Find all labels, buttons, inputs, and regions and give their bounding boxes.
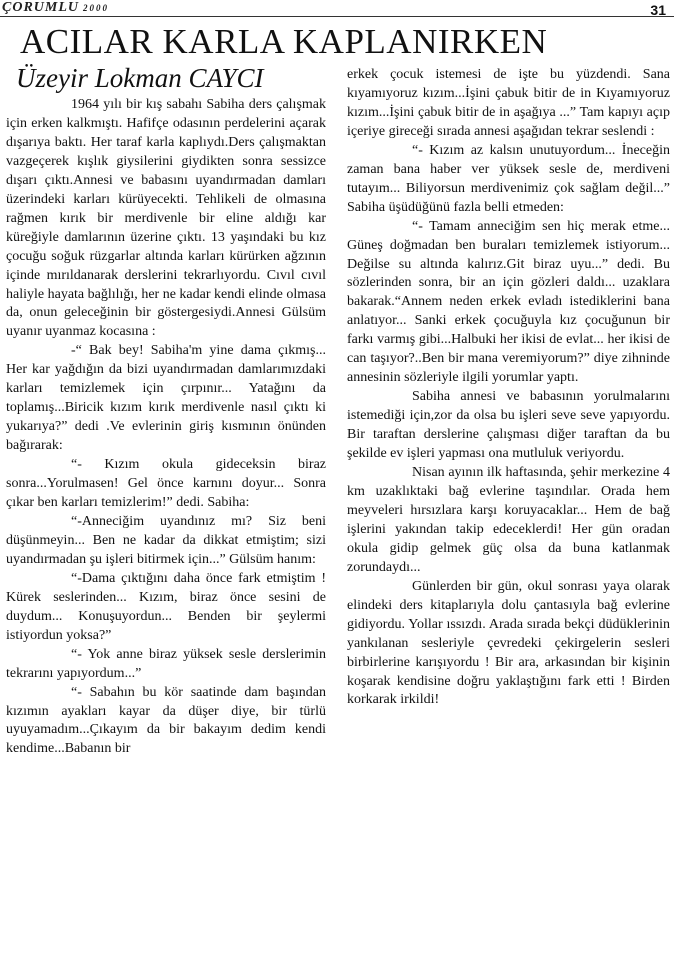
header-rule [0, 16, 674, 17]
article-author: Üzeyir Lokman CAYCI [16, 63, 264, 93]
masthead-year: 2000 [83, 3, 110, 13]
paragraph: “- Tamam anneciğim sen hiç merak etme... Güneş doğmadan ben buraları temizlemek istiyorum... Değilse su altında kalırız.Git biraz uyu...” dedi. Bu sözlerinden sonra, bir an için gözleri daldı... uzaklara bakarak.“Annem neden erkek evladı istediklerini bana anlatıyor... Sanki erkek çocuğuyla kız çocuğunun bir farkı varmış gibi...Halbuki her ikisi de evlat... her ikisi de can taşıyor?..Ben bir mana veremiyorum?” diye zihninde annesinin sözleriyle ilgili yorumlar yaptı. [347, 218, 670, 386]
article-title: ACILAR KARLA KAPLANIRKEN [20, 22, 548, 61]
page-header [0, 0, 674, 22]
page-number: 31 [650, 2, 666, 18]
paragraph: Günlerden bir gün, okul sonrası yaya olarak elindeki ders kitaplarıyla dolu çantasıyla bağ evlerine gidiyordu. Yollar ıssızdı. Arada sırada bekçi düdüklerinin yankılanan sesleriyle çevredeki çekirgelerin sesleri birbirlerine karışıyordu ! Bir ara, arkasından bir kişinin koşarak kendisine doğru yaklaştığını fark etti ! Birden korkarak irkildi! [347, 578, 670, 708]
paragraph: 1964 yılı bir kış sabahı Sabiha ders çalışmak için erken kalkmıştı. Hafifçe odasının perdelerini açarak dışarıya baktı. Her taraf karla kaplıydı.Ders çalışmaktan vazgeçerek kışlık giysilerini giydikten sonra sessizce dışarı çıktı.Annesi ve babasını uyandırmadan damları üzerindeki karları kürüyecekti. Tehlikeli de olmasına rağmen kırık bir merdivenle bir eline aldığı kar küreğiyle damlarının üzerine çıktı. 13 yaşındaki bu kız çocuğu soğuk rüzgarlar altında karları kürürken ağzının içinde mırıldanarak derslerini tekrarlıyordu. Cıvıl cıvıl haliyle hayata bağlılığı, her ne kadar kendi elinde olmasa da, onun geleceğinin bir göstergesiydi.Annesi Gülsüm uyanır uyanmaz kocasına : [6, 97, 326, 340]
right-column [347, 66, 670, 710]
paragraph: “-Dama çıktığını daha önce fark etmiştim ! Kürek seslerinden... Kızım, biraz önce sesini de duydum... Konuşuyordun... Benden bir şeylermi istiyordun yoksa?” [6, 570, 326, 643]
paragraph: Nisan ayının ilk haftasında, şehir merkezine 4 km uzaklıktaki bağ evlerine taşındılar. Orada hem meyveleri hırsızlara karşı koruyacaklar... Hem de bağ işlerini yakından takip edeceklerdi! Her gün oradan okula gidip gelmek güç olsa da buna katlanmak zorundaydı... [347, 465, 670, 575]
paragraph: “- Sabahın bu kör saatinde dam başından kızımın ayakları kayar da düşer diye, bir türlü uyuyamadım...Çıkayım da bir bakayım dedim kendi kendime...Babanın bir [6, 684, 326, 757]
masthead [2, 0, 109, 16]
paragraph: -“ Bak bey! Sabiha'm yine dama çıkmış... Her kar yağdığın da bizi uyandırmadan damlarımızdaki karları temizlemek için çırpınır... Yatağını da toplamış...Biricik kızım kırık merdivenle nasıl çıktı ki yukarıya?” dedi .Ve evlerinin giriş kısmının önünden bağırarak: [6, 343, 326, 454]
paragraph: “- Yok anne biraz yüksek sesle derslerimin tekrarını yapıyordum...” [6, 646, 326, 681]
masthead-title: ÇORUMLU [2, 0, 80, 15]
paragraph: “-Anneciğim uyandınız mı? Siz beni düşünmeyin... Ben ne kadar da dikkat etmiştim; sizi uyandırmadan şu işleri bitirmek için...” Gülsüm hanım: [6, 513, 326, 567]
paragraph: “- Kızım az kalsın unutuyordum... İneceğin zaman bana haber ver yüksek sesle de, merdiveni tutayım... Biliyorsun merdivenimiz çok sağlam değil...” Sabiha üşüdüğünü fazla belli etmeden: [347, 142, 670, 215]
paragraph: erkek çocuk istemesi de işte bu yüzdendi. Sana kıyamıyoruz kızım...İşini çabuk bitir de in Kıyamıyoruz kızım...İşini çabuk bitir de in aşağıya ...” Tam kapıyı açıp içeriye gireceği sırada annesi aşağıdan tekrar seslendi : [347, 67, 670, 139]
left-column [6, 96, 326, 759]
paragraph: “- Kızım okula gideceksin biraz sonra...Yorulmasen! Gel önce karnını doyur... Sonra çıkar ben karları temizlerim!” dedi. Sabiha: [6, 457, 326, 511]
paragraph: Sabiha annesi ve babasının yorulmalarını istemediği için,zor da olsa bu işleri seve seve yapıyordu. Bir taraftan derslerine çalışması diğer taraftan da bu şekilde ev işleri yapması ona mutluluk veriyordu. [347, 389, 670, 462]
